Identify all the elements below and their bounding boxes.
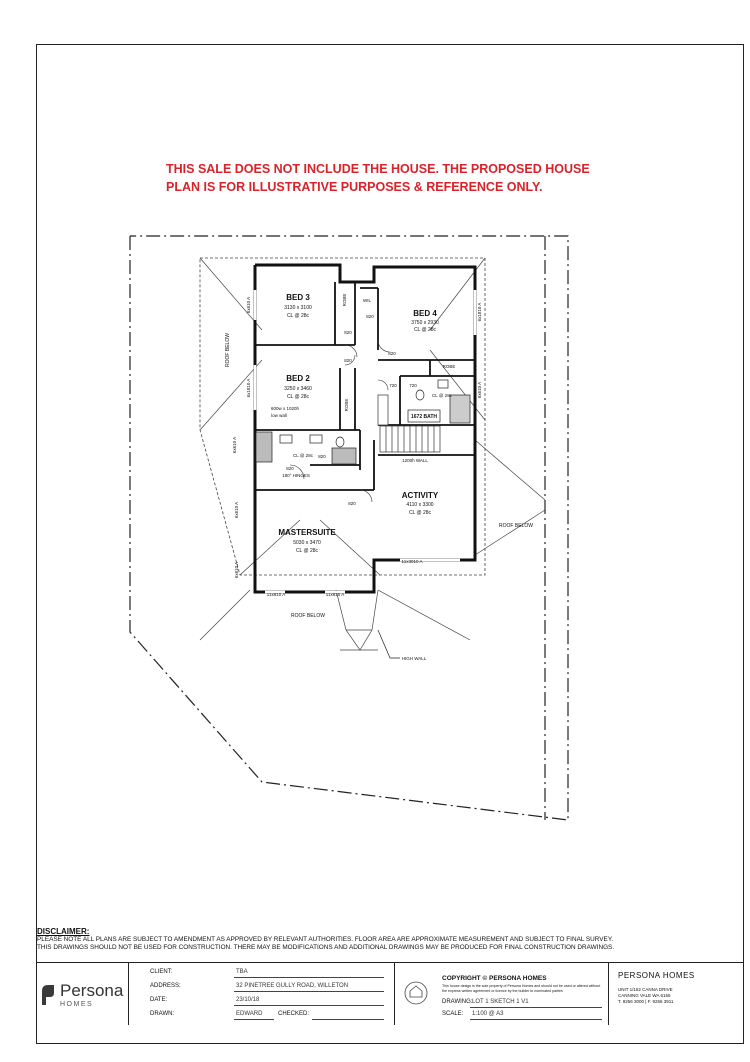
- window-activity: 11x3010 A: [401, 559, 423, 564]
- robe-label-2: ROBE: [442, 364, 456, 369]
- robe-label-3: ROBE: [344, 398, 349, 412]
- robe-label-1: ROBE: [342, 293, 347, 307]
- bed3-name: BED 3: [286, 293, 310, 302]
- door-720-a: 720: [389, 383, 397, 388]
- door-720-b: 720: [409, 383, 417, 388]
- window-ensuite: 6x610 A: [232, 436, 237, 454]
- bed2-name: BED 2: [286, 374, 310, 383]
- window-master-2: 6x610 A: [234, 561, 239, 579]
- bath-cl: CL @ 28c: [432, 393, 452, 398]
- activity-name: ACTIVITY: [401, 491, 439, 500]
- window-master-1: 6x610 A: [234, 501, 239, 519]
- wil-label: WIL: [362, 298, 372, 303]
- company-phone: T. 9256 3000 | F. 9256 3911: [618, 999, 674, 1004]
- low-wall-label: 600w x 1020h: [270, 406, 300, 411]
- bed2-cl: CL @ 28c: [286, 394, 310, 400]
- drawn-value: EDWARD: [236, 1011, 263, 1017]
- wall-1200-label: 1200h WALL: [402, 458, 428, 463]
- disclaimer-heading: DISCLAIMER:: [37, 927, 90, 936]
- bed3-size: 3130 x 3100: [284, 305, 312, 311]
- activity-size: 4110 x 3300: [406, 502, 434, 508]
- checked-label: CHECKED:: [278, 1011, 310, 1017]
- plan-annotations: [225, 294, 533, 661]
- title-block-drawing-cell: [394, 963, 609, 1025]
- copyright-text: This house design is the sole property of Persona Homes and should not be used or altered without the express written agreement or licence by the builder to nominated parties: [442, 984, 601, 993]
- bed4-cl: CL @ 28c: [413, 327, 437, 333]
- door-820-g: 820: [286, 466, 294, 471]
- company-name: PERSONA HOMES: [618, 971, 695, 980]
- house-seal-icon: [404, 979, 428, 1007]
- persona-logo-mark-icon: [42, 985, 54, 1005]
- title-block-company-cell: [608, 963, 744, 1025]
- company-address: [618, 987, 673, 1005]
- date-label: DATE:: [150, 997, 168, 1003]
- roof-below-right: ROOF BELOW: [499, 523, 533, 529]
- high-wall-leader: [378, 630, 400, 658]
- date-value: 23/10/18: [236, 997, 260, 1003]
- window-bed2: 6x1810 A: [246, 378, 251, 398]
- ensuite-cl: CL @ 28c: [293, 453, 313, 458]
- roof-below-left: ROOF BELOW: [225, 333, 231, 367]
- drawn-label: DRAWN:: [150, 1011, 175, 1017]
- scale-value: 1:100 @ A3: [472, 1011, 504, 1017]
- disclaimer-line-2: THIS DRAWINGS SHOULD NOT BE USED FOR CONSTRUCTION. THERE MAY BE MODIFICATIONS AND ADDITIONAL DRAWINGS MAY BE PRODUCED FOR FINAL CONSTRUCTION DRAWINGS.: [37, 944, 615, 951]
- title-block-info-cell: [128, 963, 395, 1025]
- company-address-line-1: UNIT 1/152 CANNA DRIVE: [618, 987, 673, 992]
- door-820-d: 820: [388, 351, 396, 356]
- bed3-cl: CL @ 28c: [286, 313, 310, 319]
- sale-notice-line-1: THIS SALE DOES NOT INCLUDE THE HOUSE. THE PROPOSED HOUSE: [166, 162, 590, 176]
- door-820-f: 820: [348, 501, 356, 506]
- bath-name: 1672 BATH: [410, 414, 438, 420]
- window-bed3: 6x610 A: [246, 296, 251, 314]
- title-block-logo-cell: [36, 963, 129, 1025]
- title-block: [36, 962, 744, 1026]
- scale-label: SCALE:: [442, 1011, 464, 1017]
- activity-cl: CL @ 28c: [408, 510, 432, 516]
- low-wall-label-2: low wall: [271, 413, 287, 418]
- master-cl: CL @ 28c: [295, 548, 319, 554]
- company-address-line-2: CANNING VALE WA 6155: [618, 993, 671, 998]
- address-label: ADDRESS:: [150, 983, 181, 989]
- door-820-c: 820: [344, 358, 352, 363]
- high-wall-label: HIGH WALL: [401, 656, 427, 661]
- master-size: 5030 x 3470: [293, 540, 321, 546]
- room-labels: [278, 293, 452, 554]
- stair: [378, 395, 440, 452]
- window-bed4: 6x1810 A: [477, 302, 482, 322]
- drawing-label: DRAWING:: [442, 999, 473, 1005]
- door-820-b: 820: [366, 314, 374, 319]
- window-master-b1: 11x810 A: [266, 592, 286, 597]
- window-bath: 6x610 A: [477, 381, 482, 399]
- address-value: 32 PINETREE GULLY ROAD, WILLETON: [236, 983, 349, 989]
- logo-sub: HOMES: [60, 1001, 94, 1008]
- bed2-size: 3250 x 3460: [284, 386, 312, 392]
- hinges-label: 180° HINGES: [282, 473, 310, 478]
- door-820-a: 820: [344, 330, 352, 335]
- copyright-title: COPYRIGHT © PERSONA HOMES: [442, 975, 547, 982]
- disclaimer: [37, 928, 737, 952]
- bed4-name: BED 4: [413, 309, 437, 318]
- client-value: TBA: [236, 969, 248, 975]
- window-master-b2: 11x810 A: [325, 592, 345, 597]
- door-820-e: 820: [318, 454, 326, 459]
- logo-brand: Persona: [60, 981, 124, 1000]
- master-name: MASTERSUITE: [278, 528, 336, 537]
- drawing-value: LOT 1 SKETCH 1 V1: [472, 999, 529, 1005]
- disclaimer-line-1: PLEASE NOTE ALL PLANS ARE SUBJECT TO AMENDMENT AS APPROVED BY RELEVANT AUTHORITIES. FLOOR AREA ARE APPROXIMATE MEASUREMENT AND SUBJECT TO FINAL SURVEY.: [37, 936, 614, 943]
- client-label: CLIENT:: [150, 969, 173, 975]
- roof-below-bottom: ROOF BELOW: [291, 613, 325, 619]
- bed4-size: 3750 x 2930: [411, 320, 439, 326]
- sale-notice-line-2: PLAN IS FOR ILLUSTRATIVE PURPOSES & REFERENCE ONLY.: [166, 180, 543, 194]
